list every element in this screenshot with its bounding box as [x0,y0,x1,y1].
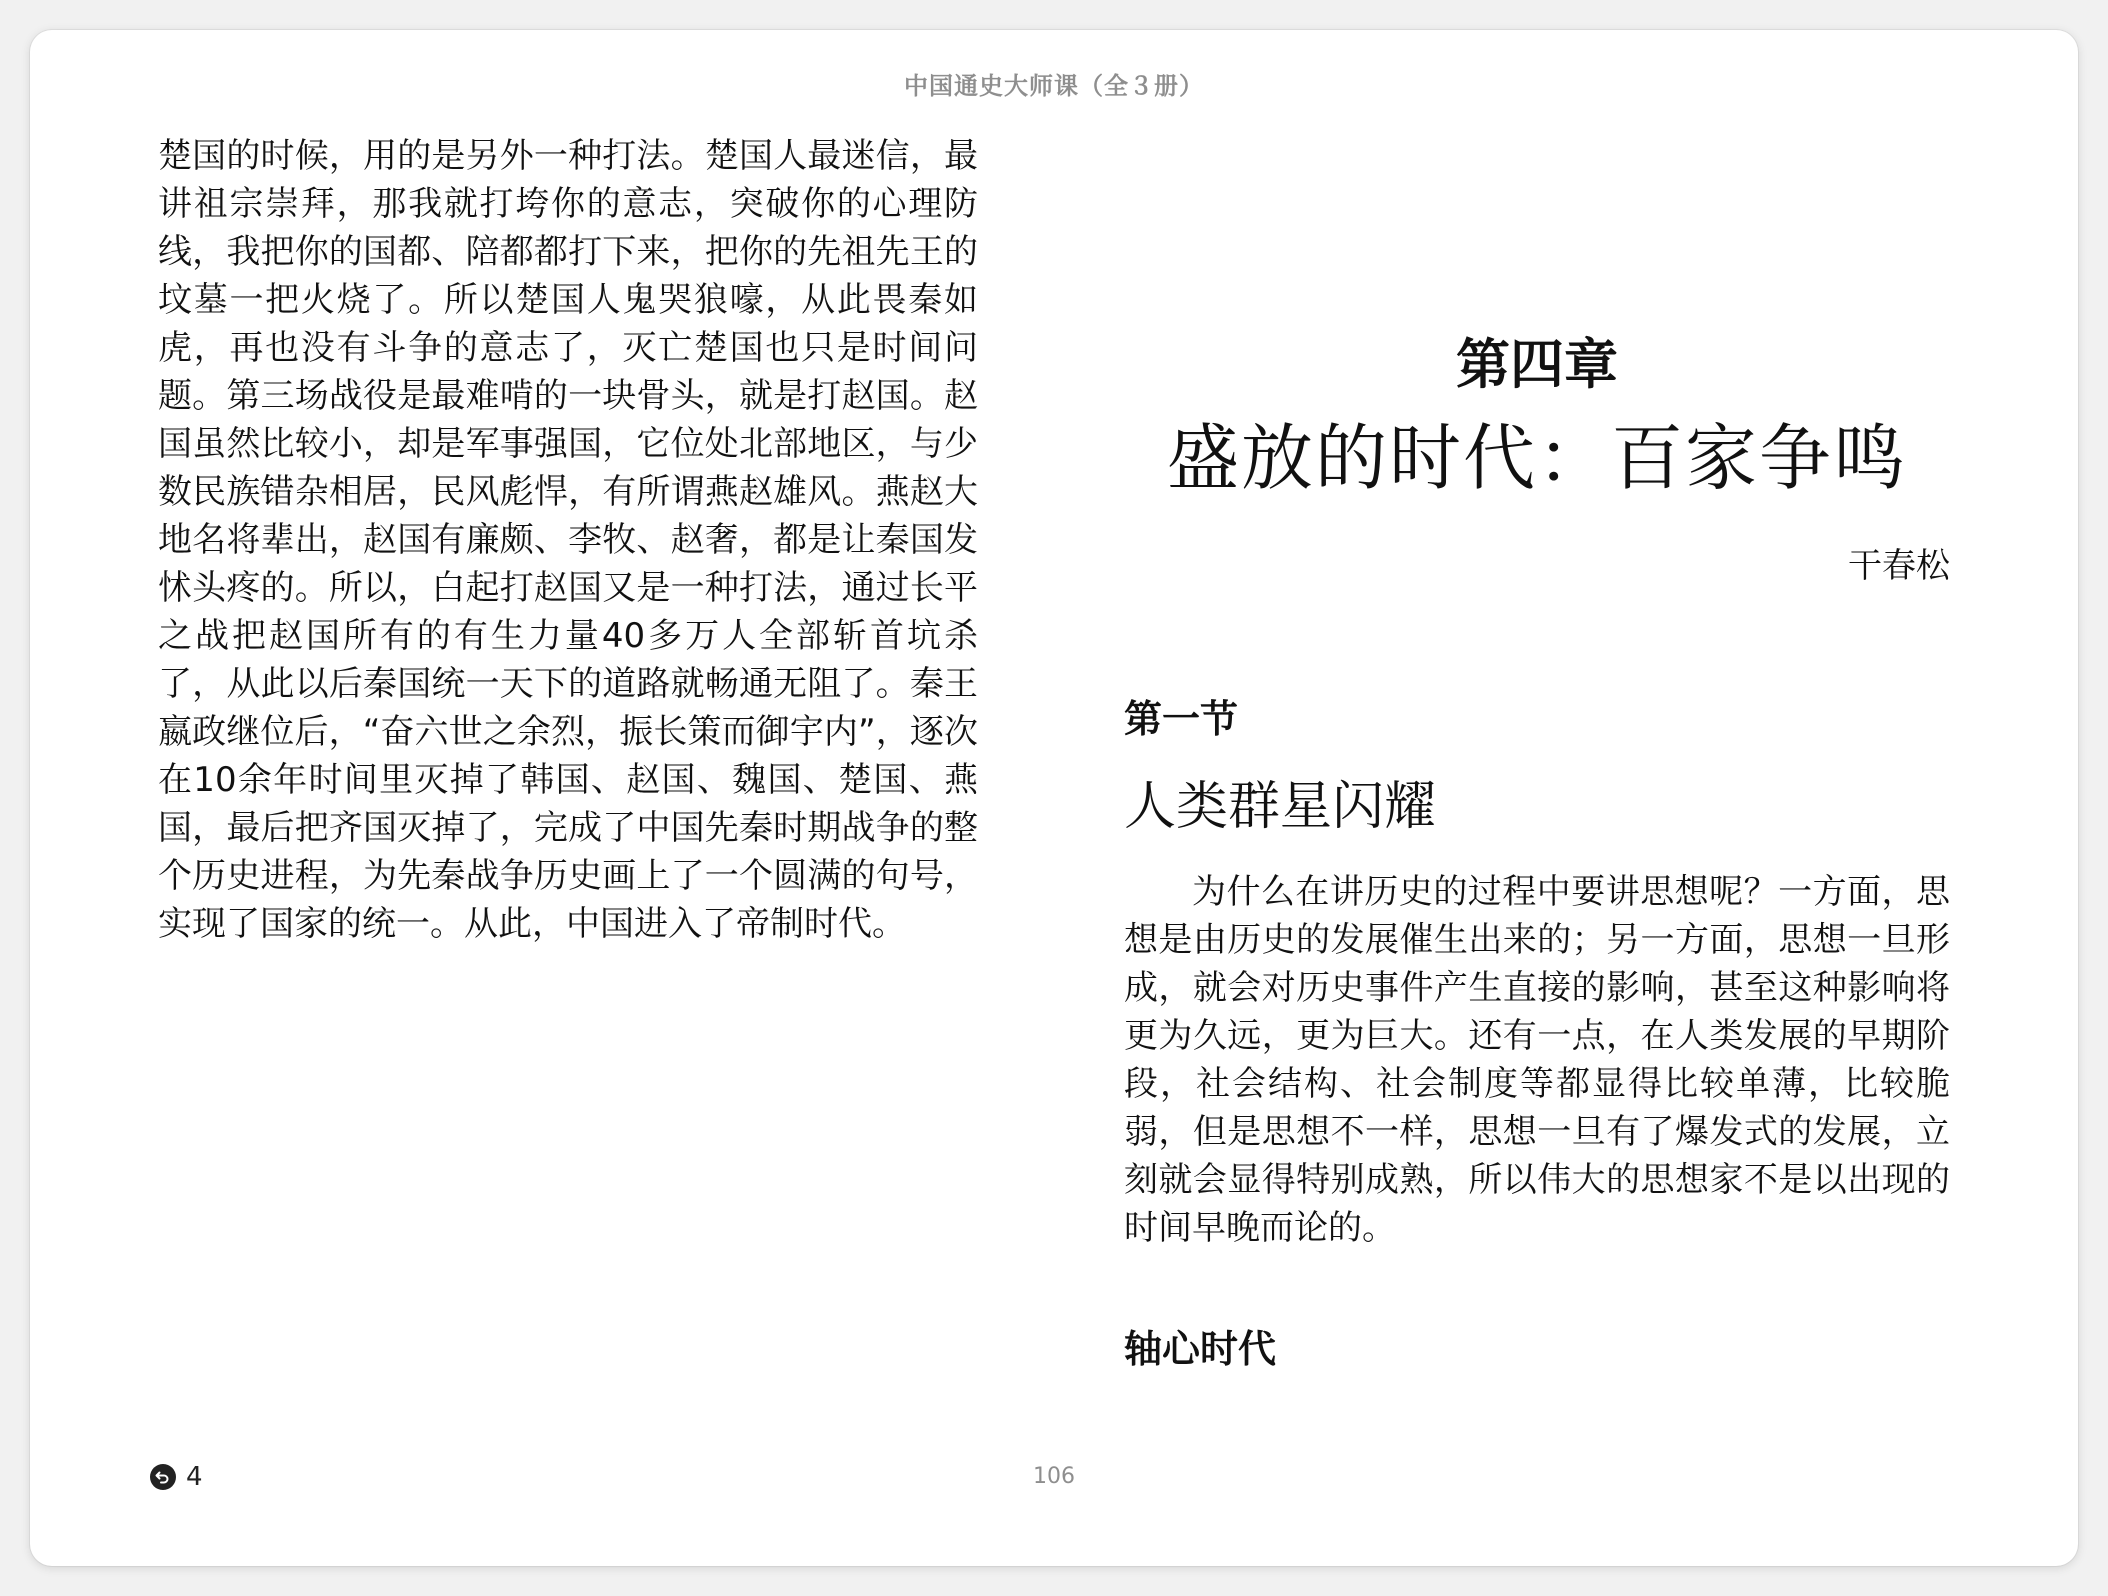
section-number: 第一节 [1124,697,1239,741]
back-count: 4 [186,1462,203,1492]
left-page [158,132,978,948]
section-paragraph: 为什么在讲历史的过程中要讲思想呢？一方面，思想是由历史的发展催生出来的；另一方面，思想一旦形成，就会对历史事件产生直接的影响，甚至这种影响将更为久远，更为巨大。还有一点，在人类发展的早期阶段，社会结构、社会制度等都显得比较单薄，比较脆弱，但是思想不一样，思想一旦有了爆发式的发展，立刻就会显得特别成熟，所以伟大的思想家不是以出现的时间早晚而论的。 [1124,872,1950,1248]
subsection-title: 轴心时代 [1124,1327,1277,1371]
chapter-number: 第四章 [1456,333,1618,396]
chapter-title: 盛放的时代：百家争鸣 [1166,416,1907,500]
page-number: 106 [1033,1464,1075,1489]
section-title: 人类群星闪耀 [1124,777,1437,837]
left-page-text: 楚国的时候，用的是另外一种打法。楚国人最迷信，最讲祖宗崇拜，那我就打垮你的意志，突破你的心理防线，我把你的国都、陪都都打下来，把你的先祖先王的坟墓一把火烧了。所以楚国人鬼哭狼嚎，从此畏秦如虎，再也没有斗争的意志了，灭亡楚国也只是时间问题。第三场战役是最难啃的一块骨头，就是打赵国。赵国虽然比较小，却是军事强国，它位处北部地区，与少数民族错杂相居，民风彪悍，有所谓燕赵雄风。燕赵大地名将辈出，赵国有廉颇、李牧、赵奢，都是让秦国发怵头疼的。所以，白起打赵国又是一种打法，通过长平之战把赵国所有的有生力量40多万人全部斩首坑杀了，从此以后秦国统一天下的道路就畅通无阻了。秦王嬴政继位后，“奋六世之余烈，振长策而御宇内”，逐次在10余年时间里灭掉了韩国、赵国、魏国、楚国、燕国，最后把齐国灭掉了，完成了中国先秦时期战争的整个历史进程，为先秦战争历史画上了一个圆满的句号，实现了国家的统一。从此，中国进入了帝制时代。 [158,136,978,944]
reader-window [30,30,2078,1566]
chapter-author: 干春松 [1848,546,1950,586]
book-title: 中国通史大师课（全３册） [904,72,1204,100]
